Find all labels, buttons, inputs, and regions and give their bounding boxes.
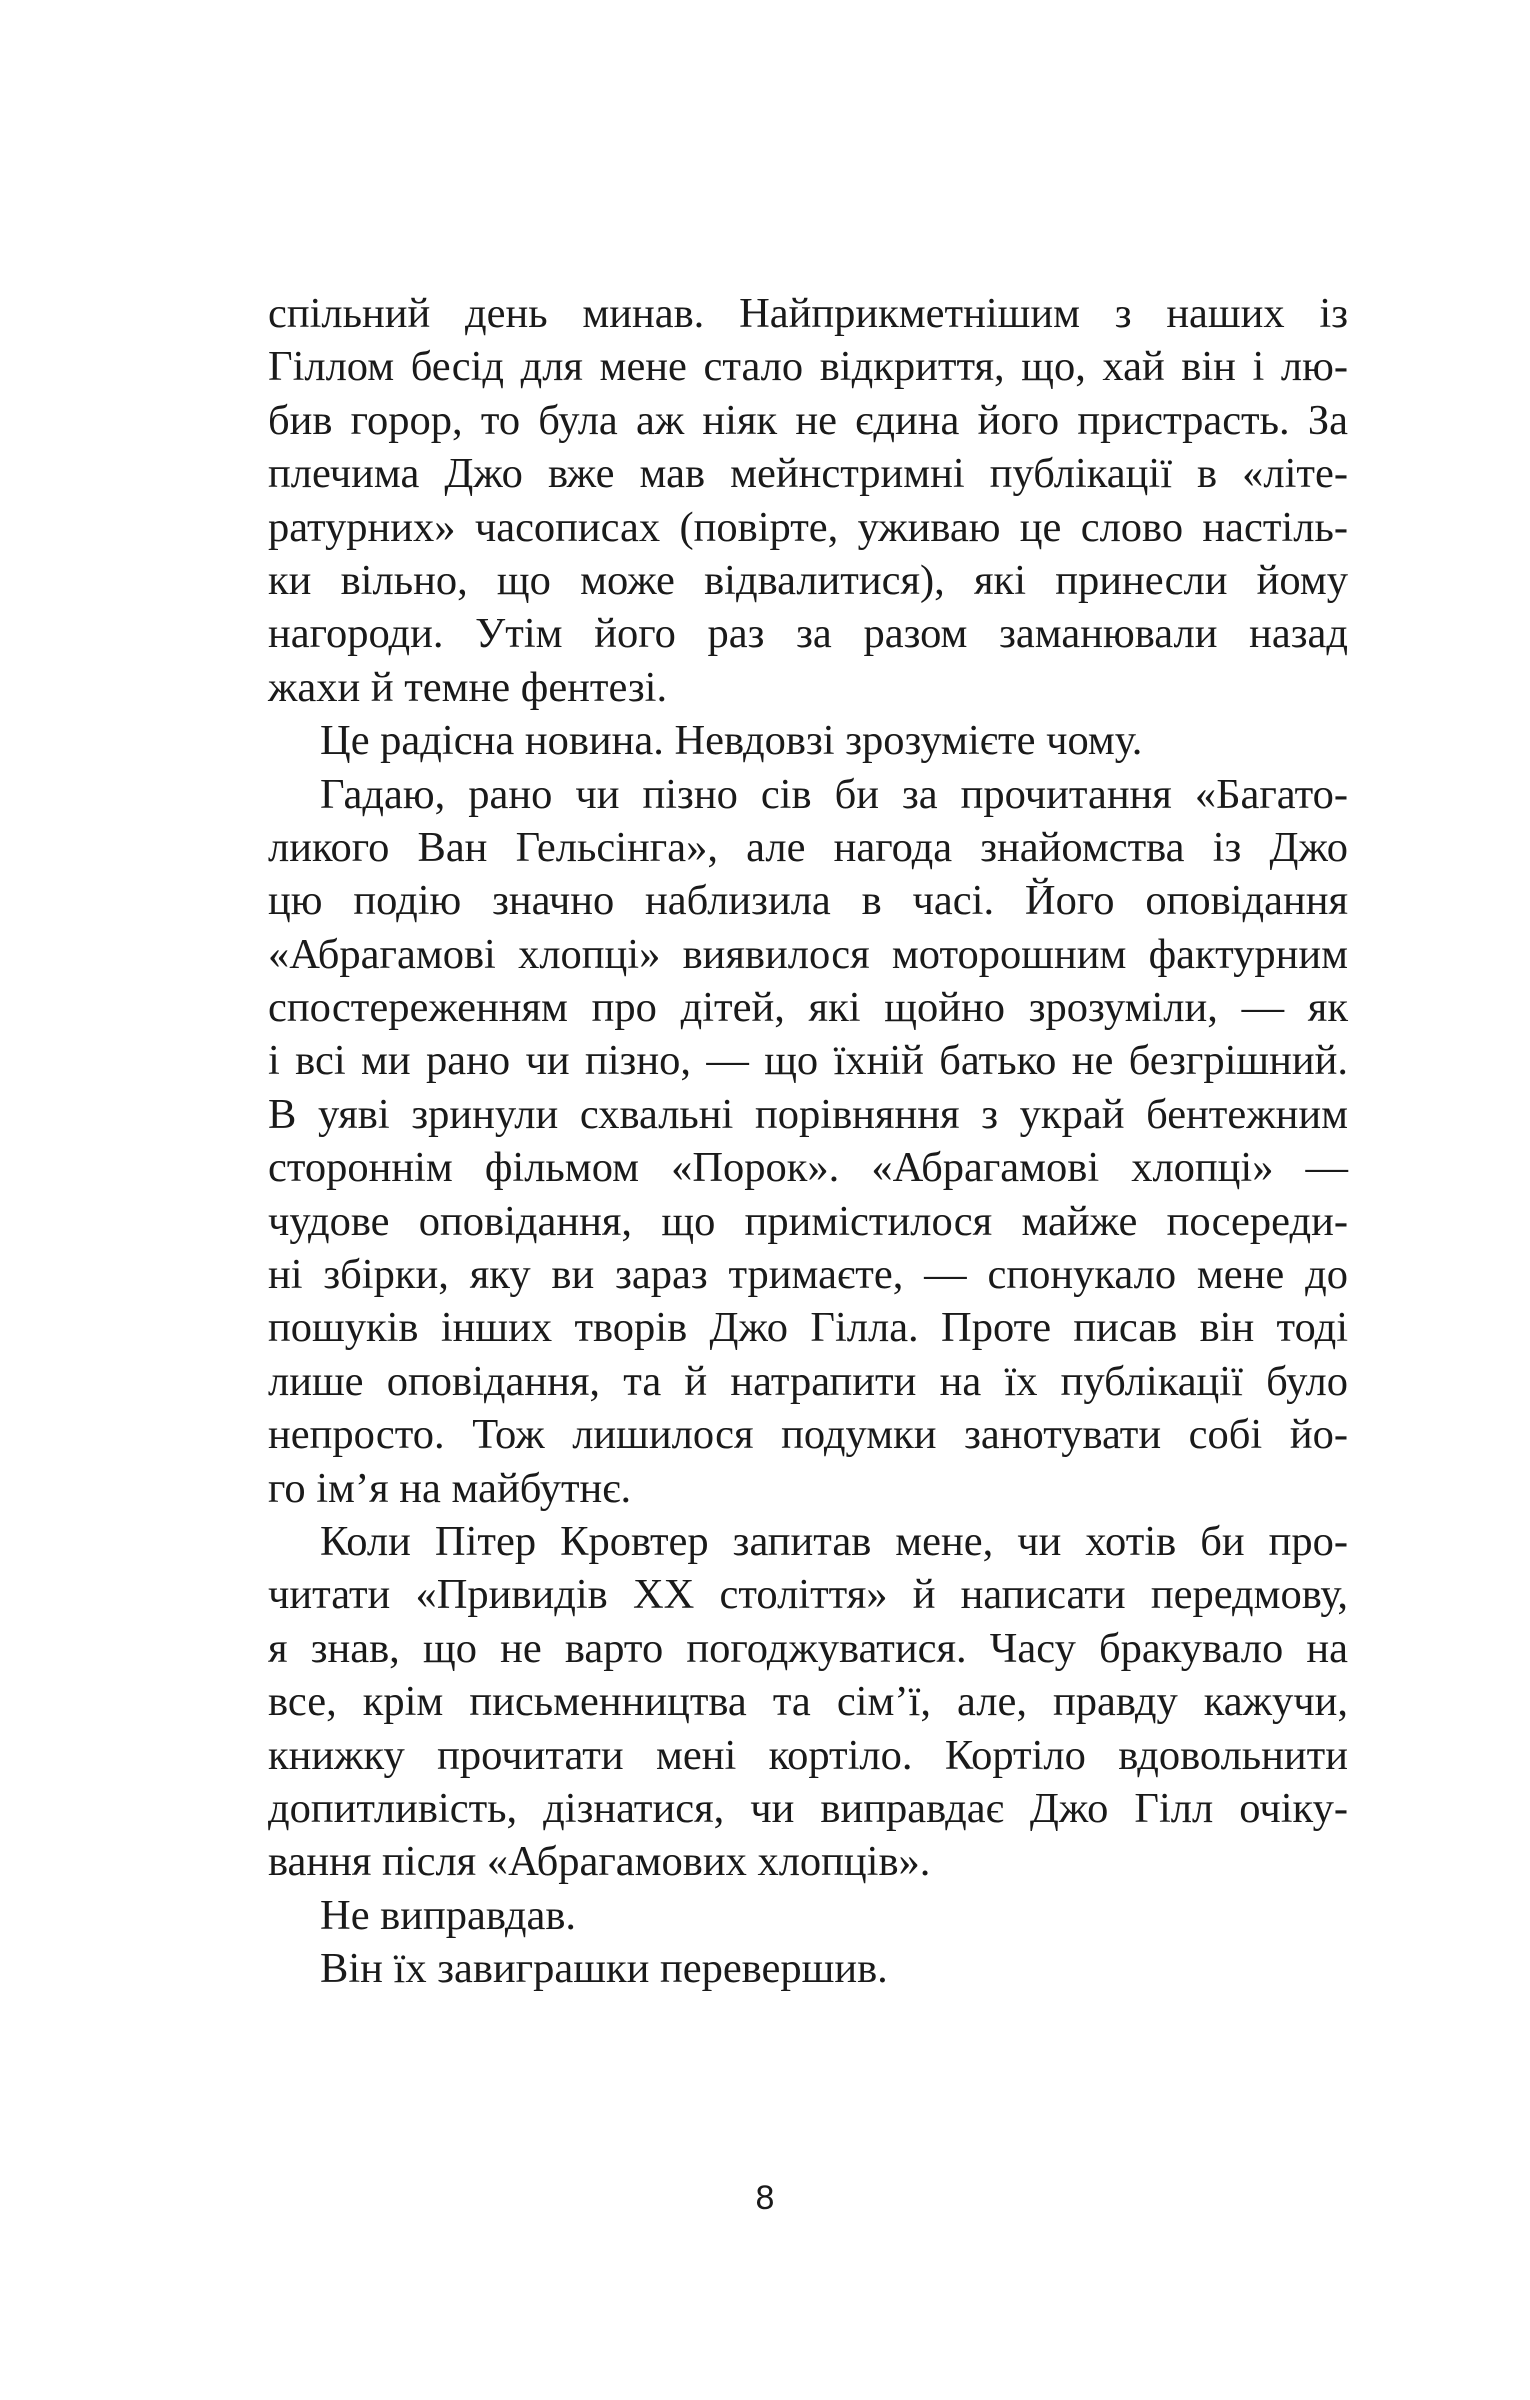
- text-line: го ім’я на майбутнє.: [268, 1464, 632, 1512]
- text-line: Це радісна новина. Невдовзі зрозумієте чому.: [320, 717, 1143, 765]
- text-line: ратурних» часописах (повірте, уживаю це слово настіль-: [268, 503, 1348, 551]
- text-line: нагороди. Утім його раз за разом заманювали назад: [268, 610, 1348, 658]
- text-line: і всі ми рано чи пізно, — що їхній батько не безгрішний.: [268, 1037, 1348, 1085]
- text-line: читати «Привидів XX століття» й написати передмову,: [268, 1571, 1348, 1619]
- text-line: Він їх завиграшки перевершив.: [320, 1945, 888, 1993]
- text-line: «Абрагамові хлопці» виявилося моторошним фактурним: [268, 930, 1348, 978]
- text-line: Гадаю, рано чи пізно сів би за прочитання «Багато-: [320, 770, 1348, 818]
- text-line: непросто. Тож лишилося подумки занотувати собі йо-: [268, 1411, 1348, 1459]
- text-line: спільний день минав. Найприкметнішим з наших із: [268, 290, 1348, 337]
- text-line: Гіллом бесід для мене стало відкриття, що, хай він і лю-: [268, 343, 1348, 391]
- text-line: Коли Пітер Кровтер запитав мене, чи хотів би про-: [320, 1517, 1348, 1565]
- text-line: цю подію значно наблизила в часі. Його оповідання: [268, 877, 1348, 925]
- text-line: ні збірки, яку ви зараз тримаєте, — спонукало мене до: [268, 1251, 1348, 1299]
- text-line: допитливість, дізнатися, чи виправдає Джо Гілл очіку-: [268, 1784, 1348, 1832]
- text-line: я знав, що не варто погоджуватися. Часу бракувало на: [268, 1624, 1348, 1672]
- text-line: В уяві зринули схвальні порівняння з украй бентежним: [268, 1090, 1348, 1138]
- text-line: плечима Джо вже мав мейнстримні публікації в «літе-: [268, 450, 1348, 498]
- text-line: Не виправдав.: [320, 1891, 577, 1939]
- body-text: [268, 287, 1348, 1996]
- text-line: чудове оповідання, що примістилося майже посереди-: [268, 1197, 1348, 1245]
- text-line: жахи й темне фентезі.: [268, 663, 668, 711]
- text-line: ки вільно, що може відвалитися), які принесли йому: [268, 556, 1348, 604]
- text-line: пошуків інших творів Джо Гілла. Проте писав він тоді: [268, 1304, 1348, 1352]
- text-line: все, крім письменництва та сім’ї, але, правду кажучи,: [268, 1678, 1348, 1726]
- text-line: вання після «Абрагамових хлопців».: [268, 1838, 931, 1886]
- text-line: бив горор, то була аж ніяк не єдина його пристрасть. За: [268, 396, 1348, 444]
- text-line: лише оповідання, та й натрапити на їх публікації було: [268, 1357, 1348, 1405]
- text-line: стороннім фільмом «Порок». «Абрагамові хлопці» —: [268, 1144, 1348, 1192]
- text-line: ликого Ван Гельсінга», але нагода знайомства із Джо: [268, 823, 1348, 871]
- text-line: книжку прочитати мені кортіло. Кортіло вдовольнити: [268, 1731, 1348, 1779]
- page-number: 8: [755, 2179, 775, 2217]
- text-line: спостереженням про дітей, які щойно зрозуміли, — як: [268, 984, 1348, 1032]
